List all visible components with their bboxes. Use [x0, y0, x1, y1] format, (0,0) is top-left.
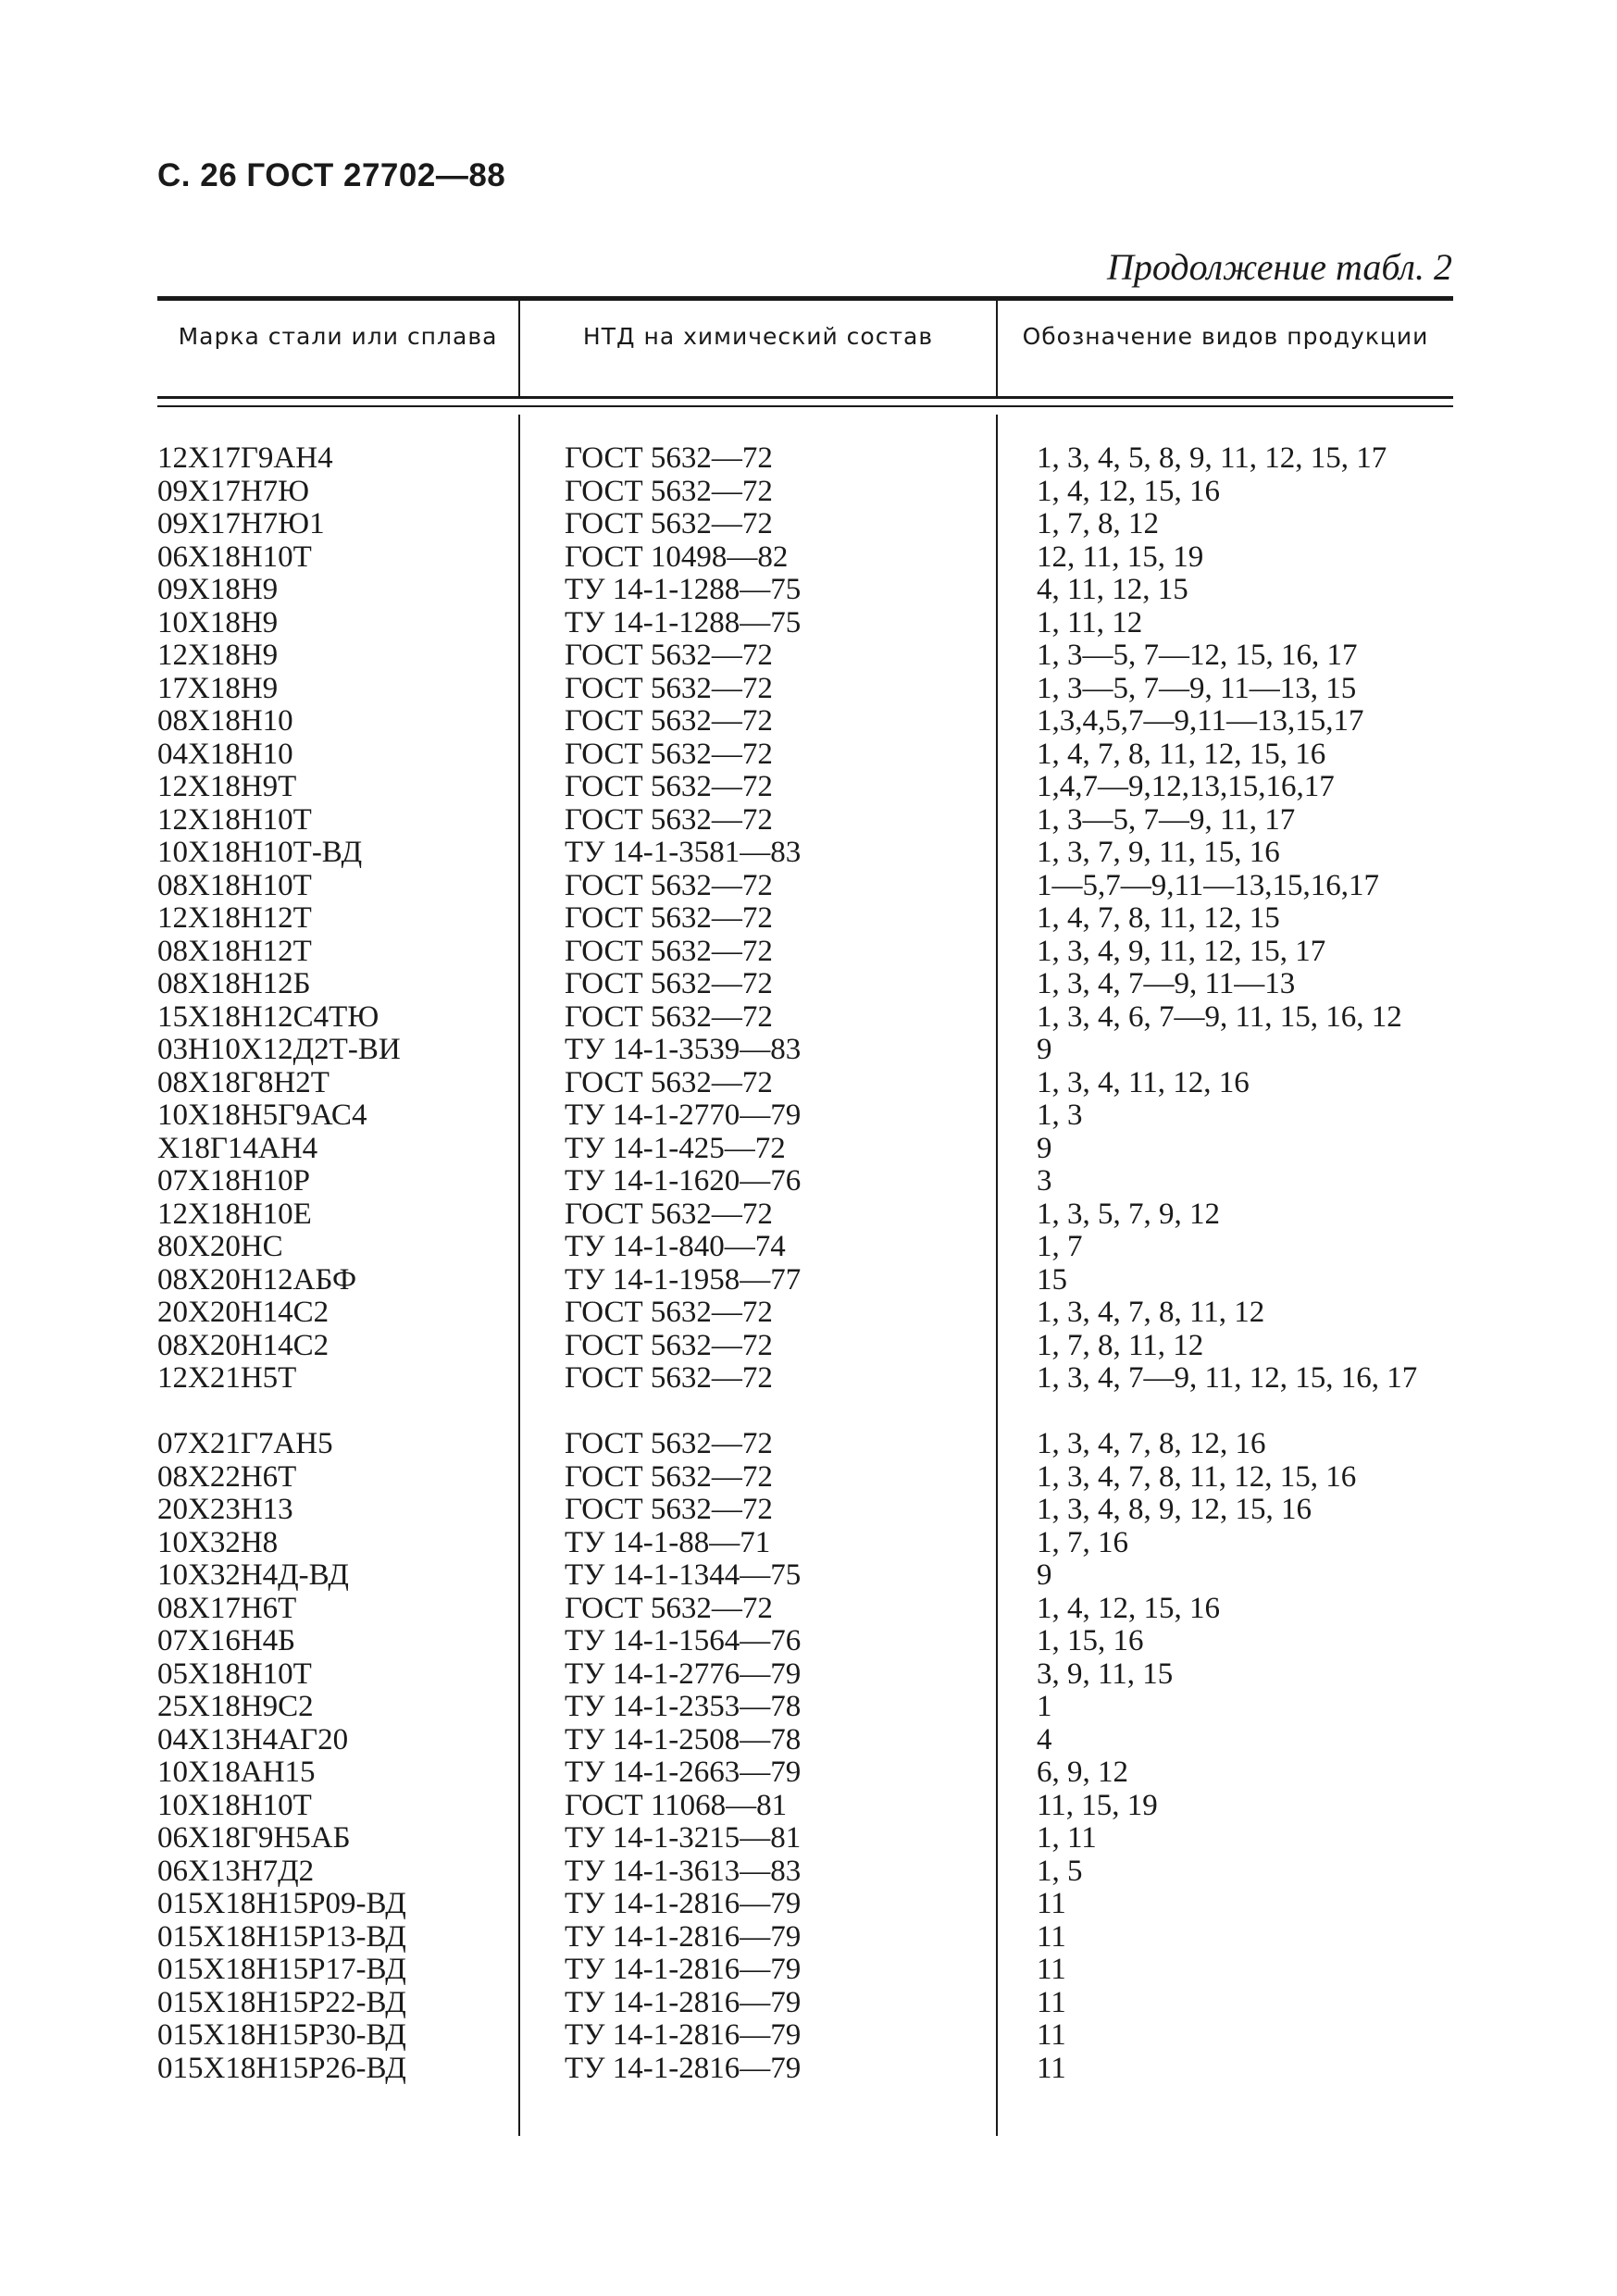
cell-products: 1—5,7—9,11—13,15,16,17: [1037, 868, 1380, 902]
cell-products: 1, 3: [1037, 1098, 1083, 1132]
cell-products: 1, 3, 4, 7, 8, 11, 12: [1037, 1296, 1265, 1329]
table-row: [0, 1428, 1617, 1461]
cell-ntd: ГОСТ 5632—72: [565, 802, 773, 837]
table-row: [0, 1001, 1617, 1035]
cell-ntd: ГОСТ 5632—72: [565, 868, 773, 902]
cell-ntd: ТУ 14-1-2663—79: [565, 1756, 802, 1789]
cell-ntd: ГОСТ 5632—72: [565, 474, 773, 508]
cell-ntd: ГОСТ 10498—82: [565, 540, 789, 574]
cell-products: 1,3,4,5,7—9,11—13,15,17: [1037, 704, 1364, 738]
cell-products: 1, 3, 4, 11, 12, 16: [1037, 1065, 1250, 1099]
table-row: [0, 1067, 1617, 1100]
cell-ntd: ГОСТ 5632—72: [565, 704, 773, 738]
cell-products: 6, 9, 12: [1037, 1756, 1128, 1789]
cell-ntd: ГОСТ 5632—72: [565, 1427, 773, 1460]
cell-grade: 04Х13Н4АГ20: [157, 1722, 349, 1756]
cell-products: 1, 3, 4, 8, 9, 12, 15, 16: [1037, 1493, 1312, 1526]
table-row: [0, 1494, 1617, 1527]
cell-grade: 015Х18Н15Р26-ВД: [157, 2051, 406, 2085]
cell-products: 4, 11, 12, 15: [1037, 573, 1188, 606]
cell-products: 1, 3—5, 7—12, 15, 16, 17: [1037, 639, 1358, 672]
cell-ntd: ТУ 14-1-1564—76: [565, 1624, 802, 1657]
column-header-grade: Марка стали или сплава: [178, 323, 498, 350]
cell-products: 1, 4, 7, 8, 11, 12, 15: [1037, 901, 1280, 935]
cell-grade: 08Х22Н6Т: [157, 1459, 297, 1494]
cell-products: 1, 7: [1037, 1230, 1083, 1263]
cell-products: 1, 3, 4, 7—9, 11, 12, 15, 16, 17: [1037, 1361, 1418, 1395]
cell-ntd: ГОСТ 5632—72: [565, 1197, 773, 1231]
table-row: [0, 476, 1617, 509]
table-row: [0, 1264, 1617, 1297]
cell-ntd: ТУ 14-1-3539—83: [565, 1033, 802, 1066]
cell-grade: 10Х18Н10Т: [157, 1788, 312, 1822]
table-row: [0, 1527, 1617, 1560]
table-row: [0, 508, 1617, 541]
cell-grade: 08Х18Н12Б: [157, 967, 311, 1000]
table-row: [0, 2019, 1617, 2053]
cell-ntd: ГОСТ 5632—72: [565, 1065, 773, 1099]
table-row: [0, 1593, 1617, 1626]
cell-products: 1, 11: [1037, 1821, 1097, 1855]
column-header-ntd: НТД на химический состав: [582, 323, 934, 350]
table-row: [0, 1691, 1617, 1724]
cell-products: 11, 15, 19: [1037, 1788, 1158, 1822]
cell-ntd: ГОСТ 5632—72: [565, 507, 773, 540]
cell-ntd: ТУ 14-1-2816—79: [565, 1985, 802, 2019]
cell-grade: 07Х16Н4Б: [157, 1624, 296, 1657]
cell-products: 11: [1037, 1887, 1066, 1920]
table-row: [0, 541, 1617, 575]
cell-products: 4: [1037, 1722, 1052, 1756]
cell-ntd: ТУ 14-1-2816—79: [565, 1919, 802, 1954]
cell-products: 9: [1037, 1131, 1052, 1165]
cell-grade: 08Х20Н12АБФ: [157, 1262, 357, 1297]
cell-grade: 10Х18АН15: [157, 1756, 316, 1789]
table-row: [0, 902, 1617, 936]
cell-products: 1, 3, 4, 9, 11, 12, 15, 17: [1037, 934, 1326, 968]
table-row: [0, 1559, 1617, 1593]
cell-grade: 10Х32Н4Д-ВД: [157, 1558, 349, 1592]
table-row: [0, 1461, 1617, 1495]
cell-ntd: ГОСТ 5632—72: [565, 901, 773, 935]
cell-grade: 05Х18Н10Т: [157, 1657, 312, 1691]
cell-grade: 15Х18Н12С4ТЮ: [157, 999, 379, 1034]
cell-ntd: ТУ 14-1-3613—83: [565, 1854, 802, 1888]
table-row: [0, 1198, 1617, 1232]
cell-ntd: ГОСТ 5632—72: [565, 1493, 773, 1526]
cell-products: 12, 11, 15, 19: [1037, 540, 1204, 574]
cell-grade: 015Х18Н15Р17-ВД: [157, 1953, 406, 1986]
cell-ntd: ТУ 14-1-2816—79: [565, 2018, 802, 2052]
cell-grade: 03Н10Х12Д2Т-ВИ: [157, 1033, 401, 1066]
table-row: [0, 639, 1617, 673]
cell-grade: 08Х17Н6Т: [157, 1591, 297, 1625]
cell-grade: 06Х18Г9Н5АБ: [157, 1821, 351, 1855]
table-row: [0, 1133, 1617, 1166]
cell-ntd: ГОСТ 5632—72: [565, 1361, 773, 1395]
cell-products: 9: [1037, 1033, 1052, 1066]
cell-grade: 04Х18Н10: [157, 737, 293, 771]
table-row: [0, 1724, 1617, 1757]
table-row: [0, 1297, 1617, 1330]
table-row: [0, 1625, 1617, 1658]
cell-products: 1, 3, 4, 6, 7—9, 11, 15, 16, 12: [1037, 999, 1402, 1034]
cell-products: 1, 5: [1037, 1854, 1083, 1888]
table-row: [0, 968, 1617, 1001]
cell-grade: 17Х18Н9: [157, 671, 279, 705]
cell-products: 11: [1037, 1953, 1066, 1986]
page-header: С. 26 ГОСТ 27702—88: [157, 157, 506, 193]
cell-grade: 12Х18Н9Т: [157, 770, 297, 803]
table-row: [0, 771, 1617, 804]
table-continuation-label: Продолжение табл. 2: [1106, 246, 1452, 288]
cell-products: 1: [1037, 1690, 1052, 1723]
table-body: [0, 442, 1617, 2085]
cell-ntd: ГОСТ 5632—72: [565, 639, 773, 672]
cell-products: 1, 3, 4, 5, 8, 9, 11, 12, 15, 17: [1037, 441, 1387, 475]
cell-products: 1, 4, 12, 15, 16: [1037, 1591, 1220, 1625]
cell-grade: 08Х18Н10Т: [157, 868, 312, 902]
cell-grade: 08Х18Г8Н2Т: [157, 1065, 330, 1099]
cell-ntd: ГОСТ 5632—72: [565, 737, 773, 771]
cell-ntd: ГОСТ 5632—72: [565, 671, 773, 705]
cell-ntd: ГОСТ 5632—72: [565, 967, 773, 1000]
cell-grade: 07Х21Г7АН5: [157, 1427, 333, 1460]
table-row: [0, 837, 1617, 870]
cell-grade: 08Х20Н14С2: [157, 1328, 330, 1362]
cell-products: 11: [1037, 1919, 1066, 1954]
table-row: [0, 1362, 1617, 1428]
cell-products: 1, 7, 8, 12: [1037, 507, 1159, 540]
cell-products: 15: [1037, 1262, 1067, 1297]
table-row: [0, 936, 1617, 969]
cell-ntd: ТУ 14-1-2508—78: [565, 1722, 802, 1756]
cell-ntd: ТУ 14-1-3581—83: [565, 836, 802, 869]
cell-ntd: ТУ 14-1-2776—79: [565, 1657, 802, 1691]
cell-grade: Х18Г14АН4: [157, 1131, 318, 1165]
cell-grade: 10Х18Н10Т-ВД: [157, 836, 363, 869]
table-row: [0, 1165, 1617, 1198]
cell-products: 1, 3, 4, 7—9, 11—13: [1037, 967, 1296, 1000]
cell-ntd: ТУ 14-1-1288—75: [565, 605, 802, 639]
cell-grade: 09Х18Н9: [157, 573, 279, 606]
cell-products: 9: [1037, 1558, 1052, 1592]
table-row: [0, 1954, 1617, 1987]
cell-grade: 10Х32Н8: [157, 1525, 279, 1559]
cell-ntd: ТУ 14-1-1344—75: [565, 1558, 802, 1592]
cell-products: 1, 3, 5, 7, 9, 12: [1037, 1197, 1220, 1231]
table-row: [0, 442, 1617, 476]
cell-grade: 10Х18Н9: [157, 605, 279, 639]
table-row: [0, 804, 1617, 838]
cell-products: 1, 4, 12, 15, 16: [1037, 474, 1220, 508]
table-row: [0, 1822, 1617, 1855]
table-row: [0, 574, 1617, 607]
cell-ntd: ГОСТ 5632—72: [565, 1459, 773, 1494]
cell-products: 1, 3, 4, 7, 8, 12, 16: [1037, 1427, 1266, 1460]
cell-grade: 015Х18Н15Р22-ВД: [157, 1985, 406, 2019]
cell-ntd: ГОСТ 11068—81: [565, 1788, 788, 1822]
cell-products: 1,4,7—9,12,13,15,16,17: [1037, 770, 1335, 803]
cell-grade: 09Х17Н7Ю1: [157, 507, 325, 540]
cell-grade: 12Х18Н12Т: [157, 901, 312, 935]
cell-grade: 10Х18Н5Г9АС4: [157, 1098, 367, 1132]
table-row: [0, 1034, 1617, 1067]
table-row: [0, 1888, 1617, 1921]
cell-ntd: ТУ 14-1-425—72: [565, 1131, 786, 1165]
cell-grade: 06Х13Н7Д2: [157, 1854, 315, 1888]
cell-ntd: ТУ 14-1-840—74: [565, 1230, 786, 1263]
header-rule-upper: [157, 396, 1453, 399]
table-row: [0, 1790, 1617, 1823]
cell-ntd: ГОСТ 5632—72: [565, 1591, 773, 1625]
cell-grade: 12Х21Н5Т: [157, 1361, 297, 1395]
cell-grade: 015Х18Н15Р13-ВД: [157, 1919, 406, 1954]
cell-products: 1, 15, 16: [1037, 1624, 1144, 1657]
cell-grade: 06Х18Н10Т: [157, 540, 312, 574]
cell-ntd: ТУ 14-1-1958—77: [565, 1262, 802, 1297]
table-row: [0, 1231, 1617, 1264]
cell-products: 1, 4, 7, 8, 11, 12, 15, 16: [1037, 737, 1326, 771]
cell-products: 1, 3—5, 7—9, 11—13, 15: [1037, 671, 1357, 705]
table-row: [0, 1658, 1617, 1692]
cell-grade: 015Х18Н15Р09-ВД: [157, 1887, 406, 1920]
cell-grade: 80Х20НС: [157, 1230, 283, 1263]
table-row: [0, 2053, 1617, 2086]
cell-ntd: ТУ 14-1-1288—75: [565, 573, 802, 606]
cell-grade: 09Х17Н7Ю: [157, 474, 310, 508]
cell-grade: 12Х18Н10Е: [157, 1197, 312, 1231]
cell-products: 1, 11, 12: [1037, 605, 1143, 639]
cell-ntd: ГОСТ 5632—72: [565, 999, 773, 1034]
cell-grade: 12Х17Г9АН4: [157, 441, 333, 475]
table-row: [0, 1921, 1617, 1955]
cell-products: 11: [1037, 2051, 1066, 2085]
table-row: [0, 870, 1617, 903]
cell-ntd: ТУ 14-1-1620—76: [565, 1164, 802, 1198]
cell-grade: 12Х18Н10Т: [157, 802, 312, 837]
cell-grade: 20Х20Н14С2: [157, 1296, 330, 1329]
cell-products: 1, 7, 16: [1037, 1525, 1128, 1559]
table-row: [0, 607, 1617, 640]
cell-ntd: ТУ 14-1-2353—78: [565, 1690, 802, 1723]
cell-grade: 12Х18Н9: [157, 639, 279, 672]
cell-ntd: ГОСТ 5632—72: [565, 1328, 773, 1362]
header-rule-lower: [157, 405, 1453, 407]
cell-products: 11: [1037, 2018, 1066, 2052]
column-header-products: Обозначение видов продукции: [1022, 323, 1429, 350]
cell-ntd: ТУ 14-1-2816—79: [565, 1887, 802, 1920]
cell-grade: 07Х18Н10Р: [157, 1164, 311, 1198]
cell-grade: 20Х23Н13: [157, 1493, 293, 1526]
cell-ntd: ГОСТ 5632—72: [565, 441, 773, 475]
table-row: [0, 1987, 1617, 2020]
cell-products: 3, 9, 11, 15: [1037, 1657, 1174, 1691]
cell-ntd: ГОСТ 5632—72: [565, 770, 773, 803]
cell-ntd: ГОСТ 5632—72: [565, 1296, 773, 1329]
cell-ntd: ТУ 14-1-2770—79: [565, 1098, 802, 1132]
cell-ntd: ТУ 14-1-2816—79: [565, 1953, 802, 1986]
cell-grade: 25Х18Н9С2: [157, 1690, 314, 1723]
cell-products: 1, 3, 7, 9, 11, 15, 16: [1037, 836, 1280, 869]
cell-products: 1, 7, 8, 11, 12: [1037, 1328, 1204, 1362]
cell-products: 1, 3—5, 7—9, 11, 17: [1037, 802, 1296, 837]
table-row: [0, 1756, 1617, 1790]
table-row: [0, 1855, 1617, 1889]
cell-grade: 015Х18Н15Р30-ВД: [157, 2018, 406, 2052]
cell-grade: 08Х18Н10: [157, 704, 293, 738]
table-row: [0, 738, 1617, 772]
cell-ntd: ТУ 14-1-3215—81: [565, 1821, 802, 1855]
table-row: [0, 1330, 1617, 1363]
table-top-rule: [157, 296, 1453, 301]
cell-grade: 08Х18Н12Т: [157, 934, 312, 968]
cell-products: 3: [1037, 1164, 1052, 1198]
cell-ntd: ТУ 14-1-2816—79: [565, 2051, 802, 2085]
table-row: [0, 1099, 1617, 1133]
cell-ntd: ТУ 14-1-88—71: [565, 1525, 771, 1559]
cell-ntd: ГОСТ 5632—72: [565, 934, 773, 968]
cell-products: 11: [1037, 1985, 1066, 2019]
table-row: [0, 705, 1617, 738]
cell-products: 1, 3, 4, 7, 8, 11, 12, 15, 16: [1037, 1459, 1357, 1494]
table-row: [0, 673, 1617, 706]
